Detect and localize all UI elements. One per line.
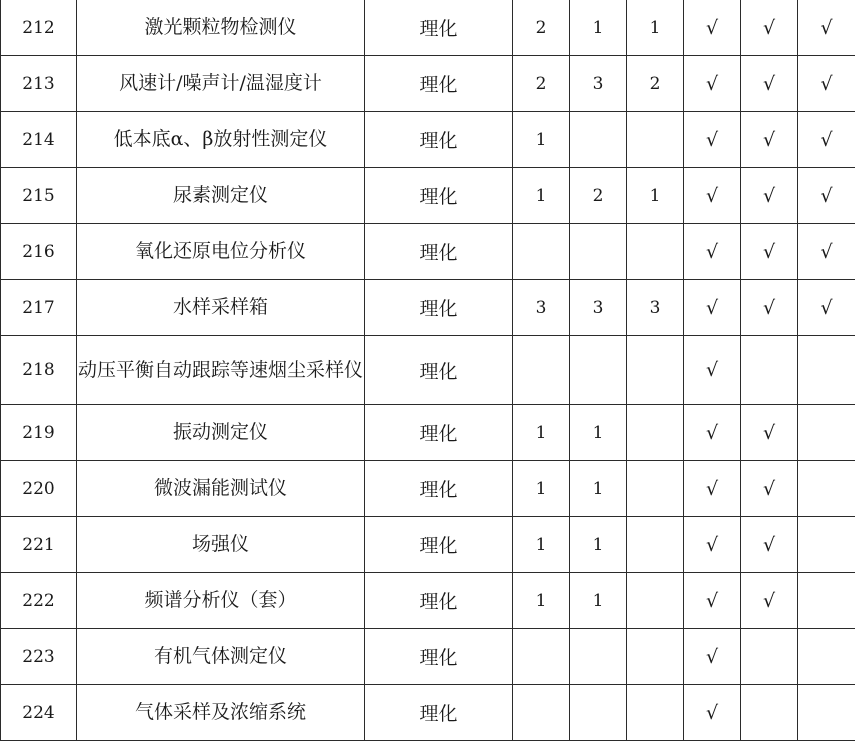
check-mark-3-cell: √ bbox=[798, 168, 855, 224]
check-mark-1-cell: √ bbox=[684, 112, 741, 168]
check-mark-2-cell: √ bbox=[741, 224, 798, 280]
quantity-1-cell: 1 bbox=[513, 517, 570, 573]
check-mark-2-cell: √ bbox=[741, 573, 798, 629]
quantity-3-cell: 1 bbox=[627, 168, 684, 224]
quantity-3-cell bbox=[627, 336, 684, 405]
table-row bbox=[1, 280, 855, 336]
check-mark-2-cell: √ bbox=[741, 168, 798, 224]
category-cell: 理化 bbox=[365, 517, 513, 573]
instrument-name-cell: 微波漏能测试仪 bbox=[77, 461, 365, 517]
instrument-name-cell: 低本底α、β放射性测定仪 bbox=[77, 112, 365, 168]
category-cell: 理化 bbox=[365, 685, 513, 741]
instrument-name-cell: 振动测定仪 bbox=[77, 405, 365, 461]
quantity-2-cell: 2 bbox=[570, 168, 627, 224]
check-mark-3-cell bbox=[798, 336, 855, 405]
quantity-2-cell: 1 bbox=[570, 573, 627, 629]
check-mark-3-cell: √ bbox=[798, 56, 855, 112]
row-number-cell: 223 bbox=[1, 629, 77, 685]
category-cell: 理化 bbox=[365, 112, 513, 168]
category-cell: 理化 bbox=[365, 280, 513, 336]
category-cell: 理化 bbox=[365, 0, 513, 56]
row-number-cell: 224 bbox=[1, 685, 77, 741]
category-cell: 理化 bbox=[365, 224, 513, 280]
check-mark-1-cell: √ bbox=[684, 224, 741, 280]
quantity-1-cell bbox=[513, 629, 570, 685]
row-number-cell: 219 bbox=[1, 405, 77, 461]
quantity-1-cell: 2 bbox=[513, 56, 570, 112]
quantity-3-cell: 2 bbox=[627, 56, 684, 112]
check-mark-3-cell bbox=[798, 685, 855, 741]
table-row bbox=[1, 56, 855, 112]
check-mark-2-cell: √ bbox=[741, 0, 798, 56]
check-mark-2-cell bbox=[741, 336, 798, 405]
category-cell: 理化 bbox=[365, 461, 513, 517]
check-mark-1-cell: √ bbox=[684, 56, 741, 112]
check-mark-3-cell bbox=[798, 405, 855, 461]
check-mark-1-cell: √ bbox=[684, 461, 741, 517]
row-number-cell: 212 bbox=[1, 0, 77, 56]
check-mark-2-cell bbox=[741, 685, 798, 741]
table-row bbox=[1, 685, 855, 741]
quantity-1-cell: 1 bbox=[513, 573, 570, 629]
check-mark-3-cell bbox=[798, 573, 855, 629]
quantity-3-cell: 3 bbox=[627, 280, 684, 336]
quantity-3-cell bbox=[627, 573, 684, 629]
table-row bbox=[1, 168, 855, 224]
table-row bbox=[1, 112, 855, 168]
instrument-name-cell: 有机气体测定仪 bbox=[77, 629, 365, 685]
quantity-3-cell bbox=[627, 461, 684, 517]
check-mark-2-cell: √ bbox=[741, 56, 798, 112]
row-number-cell: 217 bbox=[1, 280, 77, 336]
check-mark-1-cell: √ bbox=[684, 629, 741, 685]
instrument-name-cell: 激光颗粒物检测仪 bbox=[77, 0, 365, 56]
quantity-2-cell: 1 bbox=[570, 0, 627, 56]
check-mark-3-cell: √ bbox=[798, 280, 855, 336]
check-mark-2-cell: √ bbox=[741, 461, 798, 517]
quantity-2-cell bbox=[570, 224, 627, 280]
quantity-1-cell bbox=[513, 336, 570, 405]
table-row bbox=[1, 0, 855, 56]
check-mark-3-cell: √ bbox=[798, 0, 855, 56]
instrument-name-cell: 水样采样箱 bbox=[77, 280, 365, 336]
quantity-2-cell: 3 bbox=[570, 280, 627, 336]
quantity-2-cell bbox=[570, 336, 627, 405]
row-number-cell: 220 bbox=[1, 461, 77, 517]
check-mark-1-cell: √ bbox=[684, 517, 741, 573]
table-row bbox=[1, 336, 855, 405]
quantity-2-cell: 1 bbox=[570, 517, 627, 573]
check-mark-1-cell: √ bbox=[684, 280, 741, 336]
row-number-cell: 216 bbox=[1, 224, 77, 280]
quantity-2-cell: 1 bbox=[570, 461, 627, 517]
quantity-3-cell bbox=[627, 517, 684, 573]
check-mark-2-cell: √ bbox=[741, 112, 798, 168]
quantity-3-cell bbox=[627, 224, 684, 280]
table-row bbox=[1, 461, 855, 517]
quantity-1-cell: 2 bbox=[513, 0, 570, 56]
quantity-1-cell: 1 bbox=[513, 461, 570, 517]
row-number-cell: 221 bbox=[1, 517, 77, 573]
quantity-3-cell bbox=[627, 405, 684, 461]
row-number-cell: 218 bbox=[1, 336, 77, 405]
row-number-cell: 213 bbox=[1, 56, 77, 112]
category-cell: 理化 bbox=[365, 56, 513, 112]
category-cell: 理化 bbox=[365, 405, 513, 461]
instrument-name-cell: 动压平衡自动跟踪等速烟尘采样仪 bbox=[77, 336, 365, 405]
table-row bbox=[1, 224, 855, 280]
check-mark-1-cell: √ bbox=[684, 573, 741, 629]
table-row bbox=[1, 573, 855, 629]
row-number-cell: 222 bbox=[1, 573, 77, 629]
category-cell: 理化 bbox=[365, 629, 513, 685]
table-row bbox=[1, 629, 855, 685]
quantity-1-cell bbox=[513, 224, 570, 280]
check-mark-1-cell: √ bbox=[684, 336, 741, 405]
check-mark-3-cell: √ bbox=[798, 112, 855, 168]
quantity-2-cell: 1 bbox=[570, 405, 627, 461]
instrument-name-cell: 氧化还原电位分析仪 bbox=[77, 224, 365, 280]
check-mark-3-cell: √ bbox=[798, 224, 855, 280]
category-cell: 理化 bbox=[365, 168, 513, 224]
quantity-2-cell bbox=[570, 629, 627, 685]
quantity-3-cell bbox=[627, 629, 684, 685]
instrument-name-cell: 风速计/噪声计/温湿度计 bbox=[77, 56, 365, 112]
check-mark-3-cell bbox=[798, 517, 855, 573]
check-mark-1-cell: √ bbox=[684, 0, 741, 56]
check-mark-1-cell: √ bbox=[684, 405, 741, 461]
quantity-1-cell: 1 bbox=[513, 405, 570, 461]
quantity-2-cell bbox=[570, 685, 627, 741]
check-mark-2-cell: √ bbox=[741, 280, 798, 336]
check-mark-2-cell: √ bbox=[741, 405, 798, 461]
quantity-1-cell bbox=[513, 685, 570, 741]
row-number-cell: 214 bbox=[1, 112, 77, 168]
table-row bbox=[1, 517, 855, 573]
check-mark-3-cell bbox=[798, 629, 855, 685]
row-number-cell: 215 bbox=[1, 168, 77, 224]
check-mark-2-cell: √ bbox=[741, 517, 798, 573]
table-body bbox=[1, 0, 855, 741]
quantity-1-cell: 1 bbox=[513, 168, 570, 224]
check-mark-3-cell bbox=[798, 461, 855, 517]
quantity-1-cell: 3 bbox=[513, 280, 570, 336]
instrument-name-cell: 频谱分析仪（套） bbox=[77, 573, 365, 629]
instrument-name-cell: 气体采样及浓缩系统 bbox=[77, 685, 365, 741]
quantity-3-cell: 1 bbox=[627, 0, 684, 56]
check-mark-1-cell: √ bbox=[684, 685, 741, 741]
instrument-name-cell: 尿素测定仪 bbox=[77, 168, 365, 224]
quantity-3-cell bbox=[627, 685, 684, 741]
instrument-name-cell: 场强仪 bbox=[77, 517, 365, 573]
quantity-3-cell bbox=[627, 112, 684, 168]
category-cell: 理化 bbox=[365, 336, 513, 405]
category-cell: 理化 bbox=[365, 573, 513, 629]
check-mark-1-cell: √ bbox=[684, 168, 741, 224]
check-mark-2-cell bbox=[741, 629, 798, 685]
quantity-2-cell bbox=[570, 112, 627, 168]
quantity-2-cell: 3 bbox=[570, 56, 627, 112]
quantity-1-cell: 1 bbox=[513, 112, 570, 168]
table-row bbox=[1, 405, 855, 461]
